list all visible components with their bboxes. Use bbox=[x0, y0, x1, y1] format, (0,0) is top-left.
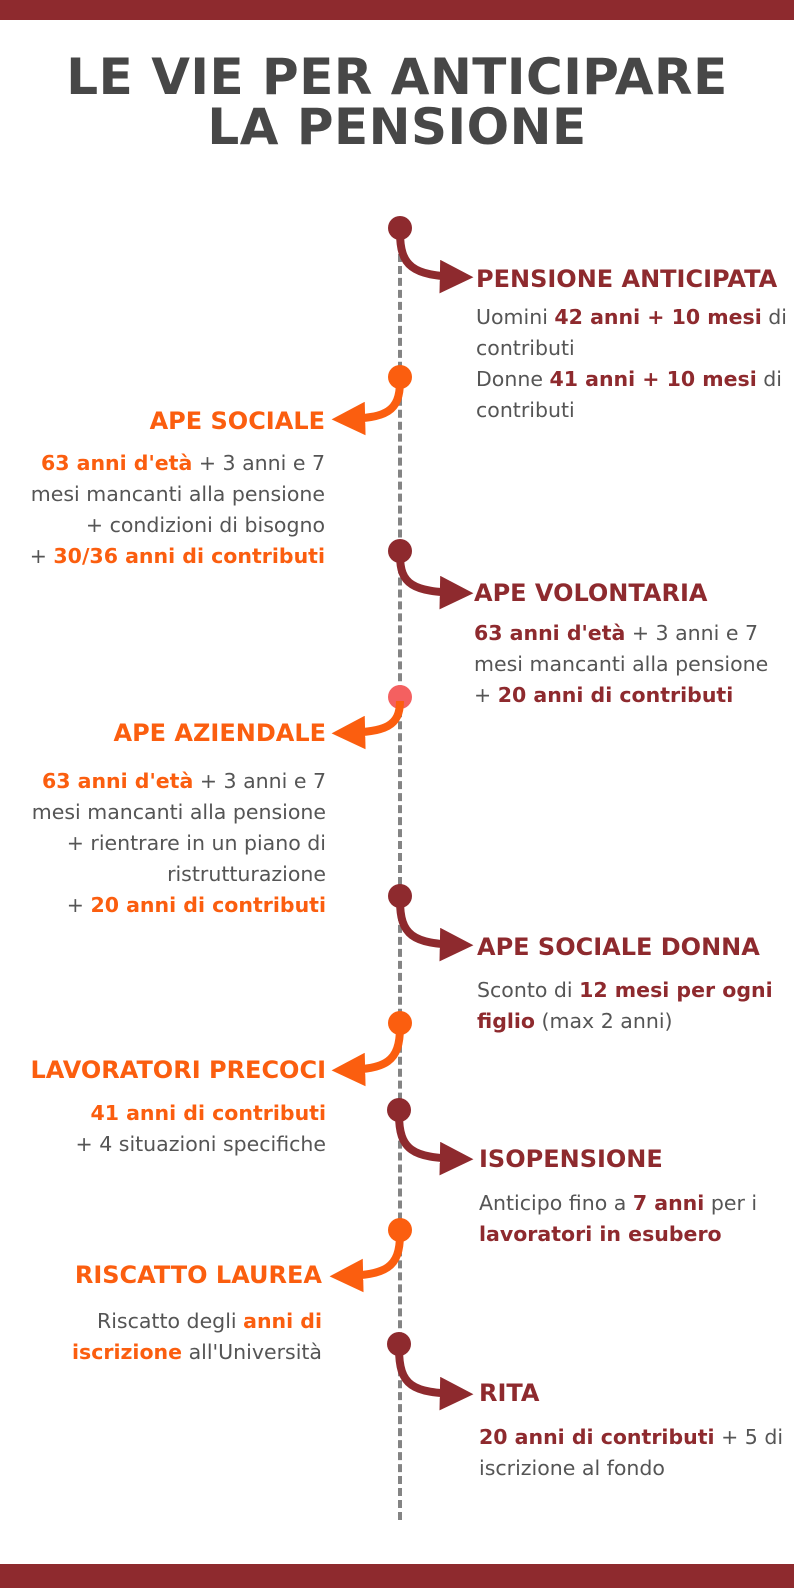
item-heading: RISCATTO LAUREA bbox=[74, 1261, 322, 1289]
description-line: Donne 41 anni + 10 mesi di bbox=[476, 367, 783, 391]
item-description bbox=[72, 1306, 322, 1368]
description-line: + 20 anni di contributi bbox=[66, 893, 326, 917]
item-description bbox=[30, 448, 325, 572]
description-line: lavoratori in esubero bbox=[479, 1222, 722, 1246]
page-title-line-1: LE VIE PER ANTICIPARE bbox=[66, 48, 728, 106]
item-pensione-anticipata bbox=[476, 264, 787, 426]
item-description bbox=[30, 1098, 326, 1160]
description-line: iscrizione al fondo bbox=[479, 1456, 665, 1480]
description-line: Uomini 42 anni + 10 mesi di bbox=[476, 305, 787, 329]
description-line: Anticipo fino a 7 anni per i bbox=[479, 1191, 758, 1215]
timeline-node-ape-sociale bbox=[345, 365, 412, 419]
item-ape-volontaria bbox=[474, 578, 768, 711]
timeline-node-riscatto-laurea bbox=[343, 1218, 412, 1276]
item-heading: ISOPENSIONE bbox=[479, 1145, 663, 1173]
description-line: Sconto di 12 mesi per ogni bbox=[477, 978, 773, 1002]
description-line: 41 anni di contributi bbox=[90, 1101, 326, 1125]
description-line: iscrizione all'Università bbox=[71, 1340, 322, 1364]
description-line: + rientrare in un piano di bbox=[66, 831, 326, 855]
item-heading: PENSIONE ANTICIPATA bbox=[476, 265, 778, 293]
page-title-line-2: LA PENSIONE bbox=[207, 98, 587, 156]
timeline-node-pensione-anticipata bbox=[388, 216, 460, 277]
item-description bbox=[476, 302, 787, 426]
item-ape-sociale bbox=[30, 406, 325, 572]
description-line: mesi mancanti alla pensione bbox=[31, 800, 326, 824]
item-heading: APE SOCIALE DONNA bbox=[477, 933, 760, 961]
timeline-node-rita bbox=[387, 1332, 460, 1394]
item-ape-aziendale bbox=[32, 718, 326, 921]
item-ape-sociale-donna bbox=[477, 932, 773, 1037]
item-heading: LAVORATORI PRECOCI bbox=[30, 1056, 326, 1084]
item-rita bbox=[479, 1378, 783, 1484]
description-line: 20 anni di contributi + 5 di bbox=[479, 1425, 784, 1449]
description-line: 63 anni d'età + 3 anni e 7 bbox=[41, 769, 326, 793]
item-heading: RITA bbox=[479, 1379, 540, 1407]
item-heading: APE SOCIALE bbox=[149, 407, 325, 435]
description-line: mesi mancanti alla pensione bbox=[474, 652, 769, 676]
description-line: figlio (max 2 anni) bbox=[477, 1009, 673, 1033]
bottom-banner-bar bbox=[0, 1564, 794, 1588]
description-line: 63 anni d'età + 3 anni e 7 bbox=[40, 451, 325, 475]
timeline-node-isopensione bbox=[387, 1098, 460, 1159]
item-description bbox=[474, 618, 768, 711]
description-line: 63 anni d'età + 3 anni e 7 bbox=[474, 621, 759, 645]
item-lavoratori-precoci bbox=[30, 1055, 326, 1160]
description-line: contributi bbox=[476, 336, 575, 360]
description-line: mesi mancanti alla pensione bbox=[30, 482, 325, 506]
item-riscatto-laurea bbox=[72, 1260, 322, 1368]
description-line: Riscatto degli anni di bbox=[96, 1309, 322, 1333]
item-heading: APE AZIENDALE bbox=[113, 719, 326, 747]
item-heading: APE VOLONTARIA bbox=[474, 579, 708, 607]
timeline-node-lavoratori-precoci bbox=[345, 1011, 412, 1070]
description-line: + 30/36 anni di contributi bbox=[29, 544, 325, 568]
item-description bbox=[479, 1188, 757, 1250]
timeline-node-ape-volontaria bbox=[388, 539, 460, 593]
timeline-node-ape-sociale-donna bbox=[388, 884, 460, 945]
description-line: contributi bbox=[476, 398, 575, 422]
description-line: + 4 situazioni specifiche bbox=[75, 1132, 326, 1156]
item-description bbox=[32, 766, 326, 921]
description-line: + 20 anni di contributi bbox=[474, 683, 734, 707]
description-line: + condizioni di bisogno bbox=[85, 513, 325, 537]
item-isopensione bbox=[479, 1144, 757, 1250]
item-description bbox=[479, 1422, 783, 1484]
timeline-node-ape-aziendale bbox=[345, 685, 412, 733]
item-description bbox=[477, 975, 773, 1037]
description-line: ristrutturazione bbox=[167, 862, 326, 886]
